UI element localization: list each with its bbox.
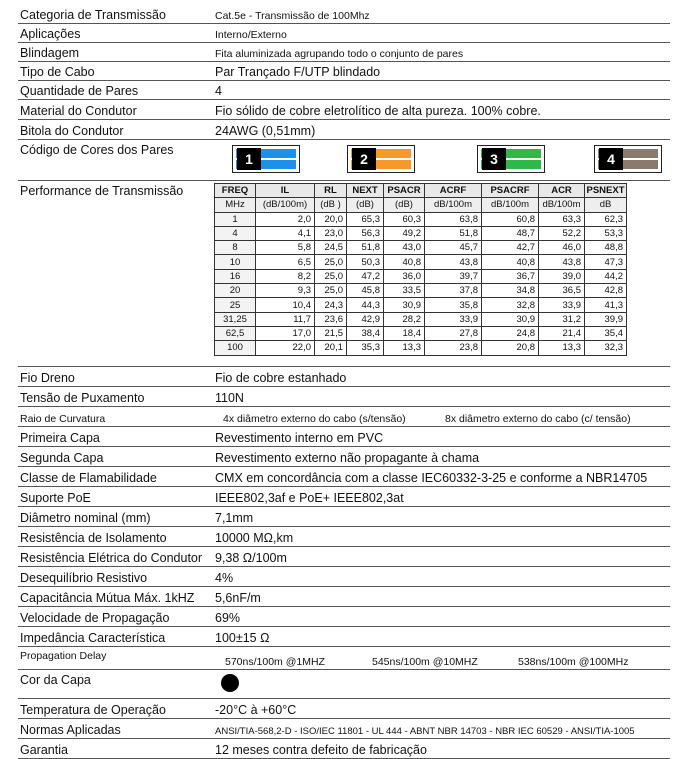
value-cell: 36,7 bbox=[482, 269, 539, 283]
label: Categoria de Transmissão bbox=[20, 8, 166, 22]
label: Propagation Delay bbox=[20, 650, 107, 662]
value: Fita aluminizada agrupando todo o conjunto de pares bbox=[215, 48, 464, 60]
value-cell: 36,0 bbox=[384, 269, 425, 283]
value: CMX em concordância com a classe IEC60332-3-25 e conforme a NBR14705 bbox=[215, 471, 648, 485]
value-cell: 27,8 bbox=[425, 326, 482, 340]
value-cell: 24,3 bbox=[315, 298, 347, 312]
table-row bbox=[215, 298, 627, 312]
value-cell: 53,3 bbox=[585, 226, 627, 240]
value-cell: 30,9 bbox=[482, 312, 539, 326]
value: 24AWG (0,51mm) bbox=[215, 124, 316, 138]
unit-cell: MHz bbox=[215, 198, 256, 212]
value-cell: 37,8 bbox=[425, 284, 482, 298]
freq-cell: 8 bbox=[215, 241, 256, 255]
value-2: 545ns/100m @10MHZ bbox=[372, 656, 478, 668]
freq-cell: 25 bbox=[215, 298, 256, 312]
value-cell: 51,8 bbox=[347, 241, 384, 255]
value-cell: 51,8 bbox=[425, 226, 482, 240]
row-eletrica bbox=[18, 547, 670, 567]
value-cell: 13,3 bbox=[539, 341, 585, 355]
pair-color-codes bbox=[232, 145, 672, 175]
value: Par Trançado F/UTP blindado bbox=[215, 65, 381, 79]
row-cor-capa bbox=[18, 670, 670, 699]
label: Velocidade de Propagação bbox=[20, 611, 170, 625]
value: Revestimento externo não propagante à chama bbox=[215, 451, 480, 465]
pair-3-icon bbox=[477, 145, 545, 173]
unit-cell: (dB/100m) bbox=[256, 198, 315, 212]
value-cell: 17,0 bbox=[256, 326, 315, 340]
value-cell: 6,5 bbox=[256, 255, 315, 269]
table-row bbox=[215, 226, 627, 240]
value: 4% bbox=[215, 571, 234, 585]
table-row bbox=[215, 241, 627, 255]
freq-cell: 16 bbox=[215, 269, 256, 283]
freq-cell: 1 bbox=[215, 212, 256, 226]
column-header: FREQ bbox=[215, 184, 256, 198]
value: Fio de cobre estanhado bbox=[215, 371, 347, 385]
row-capacitancia bbox=[18, 587, 670, 607]
value-cell: 35,3 bbox=[347, 341, 384, 355]
value: 5,6nF/m bbox=[215, 591, 261, 605]
value-cell: 22,0 bbox=[256, 341, 315, 355]
row-impedancia bbox=[18, 627, 670, 647]
jacket-color-swatch bbox=[221, 674, 239, 692]
label: Material do Condutor bbox=[20, 104, 137, 118]
freq-cell: 62,5 bbox=[215, 326, 256, 340]
table-row bbox=[215, 326, 627, 340]
row-garantia bbox=[18, 739, 670, 759]
value: Revestimento interno em PVC bbox=[215, 431, 384, 445]
value-cell: 43,8 bbox=[539, 255, 585, 269]
table-row bbox=[215, 312, 627, 326]
unit-cell: dB/100m bbox=[482, 198, 539, 212]
table-row bbox=[215, 341, 627, 355]
label: Diâmetro nominal (mm) bbox=[20, 511, 151, 525]
row-primeira bbox=[18, 427, 670, 447]
table-row bbox=[215, 269, 627, 283]
pair-number: 4 bbox=[599, 148, 623, 170]
value-cell: 25,0 bbox=[315, 255, 347, 269]
value-cell: 46,0 bbox=[539, 241, 585, 255]
pair-2-icon bbox=[347, 145, 415, 173]
column-header: PSACRF bbox=[482, 184, 539, 198]
value-cell: 21,5 bbox=[315, 326, 347, 340]
column-header: ACR bbox=[539, 184, 585, 198]
row-poe bbox=[18, 487, 670, 507]
value: -20°C à +60°C bbox=[215, 703, 297, 717]
label: Cor da Capa bbox=[20, 673, 91, 687]
value: Interno/Externo bbox=[215, 29, 287, 41]
value-cell: 8,2 bbox=[256, 269, 315, 283]
value-cell: 63,8 bbox=[425, 212, 482, 226]
label: Resistência de Isolamento bbox=[20, 531, 167, 545]
value-cell: 48,8 bbox=[585, 241, 627, 255]
label: Resistência Elétrica do Condutor bbox=[20, 551, 203, 565]
label: Classe de Flamabilidade bbox=[20, 471, 157, 485]
value-cell: 2,0 bbox=[256, 212, 315, 226]
value-cell: 62,3 bbox=[585, 212, 627, 226]
row-categoria bbox=[18, 0, 670, 24]
value-cell: 60,8 bbox=[482, 212, 539, 226]
value-cell: 33,9 bbox=[539, 298, 585, 312]
label: Quantidade de Pares bbox=[20, 84, 139, 98]
freq-cell: 100 bbox=[215, 341, 256, 355]
value-cell: 42,9 bbox=[347, 312, 384, 326]
row-material bbox=[18, 100, 670, 120]
value-1: 570ns/100m @1MHZ bbox=[225, 656, 325, 668]
row-normas bbox=[18, 719, 670, 739]
row-segunda bbox=[18, 447, 670, 467]
value-cell: 35,4 bbox=[585, 326, 627, 340]
value-cell: 23,0 bbox=[315, 226, 347, 240]
value-cell: 11,7 bbox=[256, 312, 315, 326]
column-header: NEXT bbox=[347, 184, 384, 198]
unit-cell: dB bbox=[585, 198, 627, 212]
value-cell: 47,3 bbox=[585, 255, 627, 269]
spec-sheet bbox=[18, 0, 670, 759]
pair-number: 1 bbox=[237, 148, 261, 170]
value-cell: 33,9 bbox=[425, 312, 482, 326]
table-row bbox=[215, 212, 627, 226]
row-raio bbox=[18, 407, 670, 427]
value-cell: 40,8 bbox=[384, 255, 425, 269]
value-cell: 20,1 bbox=[315, 341, 347, 355]
row-fio-dreno bbox=[18, 367, 670, 387]
value: IEEE802,3af e PoE+ IEEE802,3at bbox=[215, 491, 404, 505]
row-bitola bbox=[18, 120, 670, 140]
label: Tensão de Puxamento bbox=[20, 391, 145, 405]
value-cell: 39,7 bbox=[425, 269, 482, 283]
label: Fio Dreno bbox=[20, 371, 75, 385]
value-cell: 39,0 bbox=[539, 269, 585, 283]
value-cell: 45,8 bbox=[347, 284, 384, 298]
value: Fio sólido de cobre eletrolítico de alta pureza. 100% cobre. bbox=[215, 104, 541, 118]
value: 10000 MΩ,km bbox=[215, 531, 294, 545]
value-cell: 63,3 bbox=[539, 212, 585, 226]
freq-cell: 4 bbox=[215, 226, 256, 240]
table-header-row bbox=[215, 184, 627, 198]
value-cell: 38,4 bbox=[347, 326, 384, 340]
value-cell: 31,2 bbox=[539, 312, 585, 326]
column-header: ACRF bbox=[425, 184, 482, 198]
value-cell: 33,5 bbox=[384, 284, 425, 298]
value: ANSI/TIA-568,2-D - ISO/IEC 11801 - UL 444 - ABNT NBR 14703 - NBR IEC 60529 - ANSI/TIA-1005 bbox=[215, 726, 635, 737]
value-cell: 65,3 bbox=[347, 212, 384, 226]
label: Código de Cores dos Pares bbox=[20, 143, 174, 157]
value-cell: 36,5 bbox=[539, 284, 585, 298]
value-cell: 32,8 bbox=[482, 298, 539, 312]
value-cell: 43,0 bbox=[384, 241, 425, 255]
freq-cell: 20 bbox=[215, 284, 256, 298]
value: 12 meses contra defeito de fabricação bbox=[215, 743, 427, 757]
pair-number: 2 bbox=[352, 148, 376, 170]
value-cell: 5,8 bbox=[256, 241, 315, 255]
table-row bbox=[215, 284, 627, 298]
value-cell: 9,3 bbox=[256, 284, 315, 298]
label: Suporte PoE bbox=[20, 491, 91, 505]
pair-1-icon bbox=[232, 145, 300, 173]
value-cell: 4,1 bbox=[256, 226, 315, 240]
value: 100±15 Ω bbox=[215, 631, 270, 645]
performance-table bbox=[214, 183, 627, 356]
table-units-row bbox=[215, 198, 627, 212]
value-3: 538ns/100m @100MHz bbox=[518, 656, 629, 668]
value: Cat.5e - Transmissão de 100Mhz bbox=[215, 10, 370, 22]
label: Impedância Característica bbox=[20, 631, 166, 645]
value-cell: 30,9 bbox=[384, 298, 425, 312]
freq-cell: 10 bbox=[215, 255, 256, 269]
column-header: PSACR bbox=[384, 184, 425, 198]
value-cell: 23,6 bbox=[315, 312, 347, 326]
label: Performance de Transmissão bbox=[20, 184, 184, 198]
value-cell: 56,3 bbox=[347, 226, 384, 240]
value-cell: 35,8 bbox=[425, 298, 482, 312]
row-desequilibrio bbox=[18, 567, 670, 587]
column-header: PSNEXT bbox=[586, 185, 625, 197]
unit-cell: (dB ) bbox=[315, 198, 347, 212]
value-cell: 45,7 bbox=[425, 241, 482, 255]
column-header: RL bbox=[315, 184, 347, 198]
value: 110N bbox=[215, 391, 244, 405]
row-classe bbox=[18, 467, 670, 487]
value-cell: 28,2 bbox=[384, 312, 425, 326]
unit-cell: dB/100m bbox=[425, 198, 482, 212]
row-aplicacoes bbox=[18, 24, 670, 43]
row-performance bbox=[18, 181, 670, 367]
label: Desequilíbrio Resistivo bbox=[20, 571, 148, 585]
row-velocidade bbox=[18, 607, 670, 627]
row-quantidade bbox=[18, 81, 670, 100]
value-cell: 24,8 bbox=[482, 326, 539, 340]
row-tipo bbox=[18, 62, 670, 81]
row-cores bbox=[18, 140, 670, 181]
column-header: IL bbox=[256, 184, 315, 198]
label: Blindagem bbox=[20, 46, 80, 60]
row-isolamento bbox=[18, 527, 670, 547]
value: 69% bbox=[215, 611, 241, 625]
value-cell: 41,3 bbox=[585, 298, 627, 312]
label: Bitola do Condutor bbox=[20, 124, 124, 138]
value-cell: 44,2 bbox=[585, 269, 627, 283]
value-cell: 48,7 bbox=[482, 226, 539, 240]
value-cell: 50,3 bbox=[347, 255, 384, 269]
value: 7,1mm bbox=[215, 511, 254, 525]
value-cell: 49,2 bbox=[384, 226, 425, 240]
row-temperatura bbox=[18, 699, 670, 719]
value-cell: 34,8 bbox=[482, 284, 539, 298]
value-cell: 43,8 bbox=[425, 255, 482, 269]
value-cell: 25,0 bbox=[315, 269, 347, 283]
label: Aplicações bbox=[20, 27, 81, 41]
value-cell: 39,9 bbox=[585, 312, 627, 326]
value-cell: 24,5 bbox=[315, 241, 347, 255]
value-cell: 42,7 bbox=[482, 241, 539, 255]
value-1: 4x diâmetro externo do cabo (s/tensão) bbox=[223, 413, 406, 425]
value: 9,38 Ω/100m bbox=[215, 551, 287, 565]
label: Raio de Curvatura bbox=[20, 413, 106, 425]
value-cell: 52,2 bbox=[539, 226, 585, 240]
row-diametro bbox=[18, 507, 670, 527]
value-cell: 21,4 bbox=[539, 326, 585, 340]
pair-4-icon bbox=[594, 145, 662, 173]
value-cell: 40,8 bbox=[482, 255, 539, 269]
label: Capacitância Mútua Máx. 1kHZ bbox=[20, 591, 195, 605]
label: Temperatura de Operação bbox=[20, 703, 166, 717]
row-delay bbox=[18, 647, 670, 670]
value-cell: 23,8 bbox=[425, 341, 482, 355]
unit-cell: (dB) bbox=[347, 198, 384, 212]
label: Garantia bbox=[20, 743, 68, 757]
value-cell: 44,3 bbox=[347, 298, 384, 312]
label: Normas Aplicadas bbox=[20, 723, 121, 737]
label: Primeira Capa bbox=[20, 431, 100, 445]
value-cell: 20,0 bbox=[315, 212, 347, 226]
row-blindagem bbox=[18, 43, 670, 62]
value-cell: 13,3 bbox=[384, 341, 425, 355]
value-cell: 25,0 bbox=[315, 284, 347, 298]
unit-cell: dB/100m bbox=[539, 198, 585, 212]
value-2: 8x diâmetro externo do cabo (c/ tensão) bbox=[445, 413, 631, 425]
value: 4 bbox=[215, 84, 222, 98]
label: Tipo de Cabo bbox=[20, 65, 95, 79]
pair-number: 3 bbox=[482, 148, 506, 170]
value-cell: 18,4 bbox=[384, 326, 425, 340]
value-cell: 32,3 bbox=[585, 341, 627, 355]
value-cell: 20,8 bbox=[482, 341, 539, 355]
value-cell: 47,2 bbox=[347, 269, 384, 283]
unit-cell: (dB) bbox=[384, 198, 425, 212]
label: Segunda Capa bbox=[20, 451, 104, 465]
row-tensao bbox=[18, 387, 670, 407]
table-row bbox=[215, 255, 627, 269]
freq-cell: 31,25 bbox=[215, 312, 256, 326]
value-cell: 42,8 bbox=[585, 284, 627, 298]
value-cell: 60,3 bbox=[384, 212, 425, 226]
value-cell: 10,4 bbox=[256, 298, 315, 312]
